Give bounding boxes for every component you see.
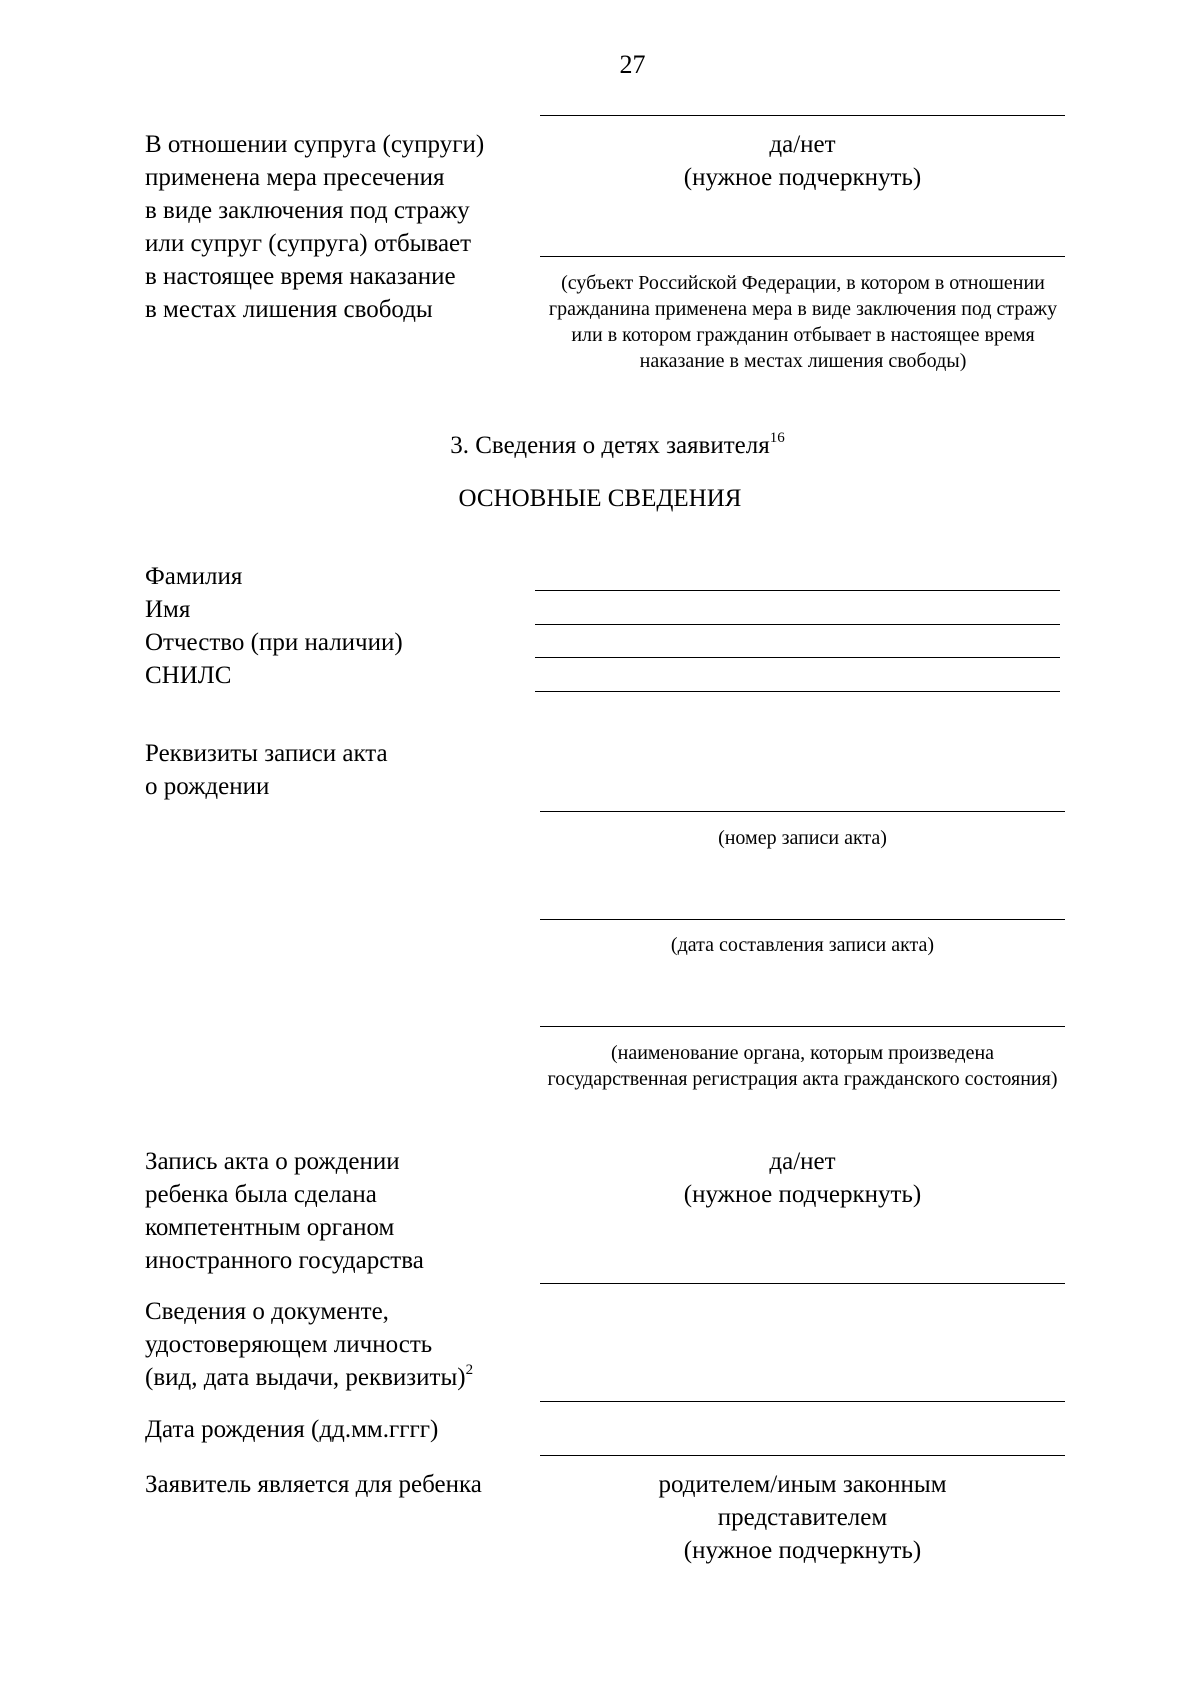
spouse-choice-hint: (нужное подчеркнуть) [683, 164, 922, 191]
surname-label: Фамилия [145, 563, 243, 590]
foreign-choice-hint: (нужное подчеркнуть) [683, 1181, 922, 1208]
foreign-record-field[interactable] [540, 1283, 1065, 1284]
id-document-label-text: Сведения о документе, удостоверяющем личность (вид, дата выдачи, реквизиты) [145, 1298, 466, 1391]
birth-date-field[interactable] [540, 1455, 1065, 1456]
page-number: 27 [619, 50, 646, 79]
name-label: Имя [145, 596, 191, 623]
section-3-title [0, 429, 1200, 462]
patronymic-field[interactable] [535, 657, 1060, 658]
authority-caption: (наименование органа, которым произведена государственная регистрация акта гражданского состояния) [547, 1042, 1058, 1090]
record-number-field[interactable] [540, 811, 1065, 812]
foreign-record-label: Запись акта о рождении ребенка была сделана компетентным органом иностранного государства [145, 1148, 424, 1274]
name-field[interactable] [535, 624, 1060, 625]
patronymic-label: Отчество (при наличии) [145, 629, 403, 656]
applicant-role-choice[interactable]: родителем/иным законным представителем [658, 1471, 947, 1531]
section-3-subtitle: ОСНОВНЫЕ СВЕДЕНИЯ [458, 485, 742, 512]
surname-field[interactable] [535, 590, 1060, 591]
footnote-16: 16 [769, 429, 785, 446]
authority-field[interactable] [540, 1026, 1065, 1027]
field-line-spouse-top[interactable] [540, 115, 1065, 116]
id-document-field[interactable] [540, 1401, 1065, 1402]
applicant-role-hint: (нужное подчеркнуть) [683, 1537, 922, 1564]
field-line-subject[interactable] [540, 256, 1065, 257]
birth-record-label: Реквизиты записи акта о рождении [145, 740, 388, 800]
applicant-role-label: Заявитель является для ребенка [145, 1471, 482, 1498]
record-number-caption: (номер записи акта) [718, 827, 887, 849]
snils-label: СНИЛС [145, 662, 232, 689]
spouse-detention-label: В отношении супруга (супруги) применена мера пресечения в виде заключения под стражу или супруг (супруга) отбывает в настоящее время наказание в местах лишения свободы [145, 131, 485, 323]
birth-date-label: Дата рождения (дд.мм.гггг) [145, 1416, 439, 1443]
id-document-label [145, 1295, 473, 1394]
footnote-2: 2 [465, 1361, 474, 1378]
section-3-title-text: 3. Сведения о детях заявителя [450, 432, 770, 459]
record-date-caption: (дата составления записи акта) [670, 934, 935, 956]
snils-field[interactable] [535, 691, 1060, 692]
spouse-choice[interactable]: да/нет [769, 131, 836, 158]
foreign-choice[interactable]: да/нет [769, 1148, 836, 1175]
record-date-field[interactable] [540, 919, 1065, 920]
subject-caption: (субъект Российской Федерации, в котором в отношении гражданина применена мера в виде заключения под стражу или в котором гражданин отбывает в настоящее время наказание в местах лишения свободы) [548, 272, 1058, 372]
